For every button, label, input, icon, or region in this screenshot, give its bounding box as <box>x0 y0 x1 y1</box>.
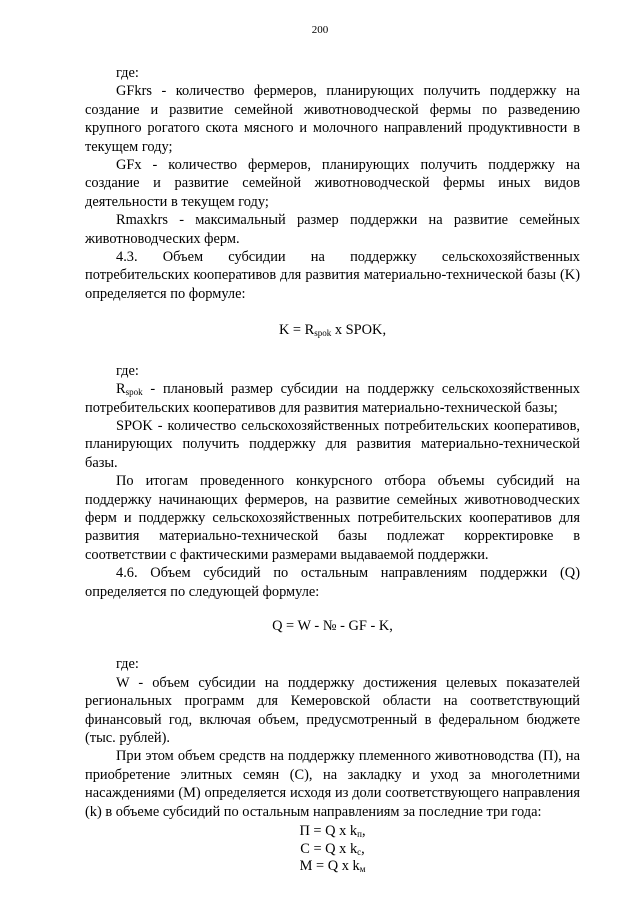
formula-p-prefix: П = Q x k <box>299 823 358 840</box>
formula-p-suffix: , <box>361 823 366 840</box>
paragraph: где: <box>116 65 139 81</box>
formula-s-prefix: С = Q x k <box>300 840 358 857</box>
paragraph: По итогам проведенного конкурсного отбора объемы субсидий на поддержку начинающих фермеров, на развитие семейных животноводческих ферм и поддержку сельскохозяйственных потребительских кооперативов для развития материально-технической базы подлежат корректировке в соответствии с фактическими размерами выдаваемой поддержки. <box>85 473 580 563</box>
formula-s-subscript: с <box>357 846 362 857</box>
paragraph: 4.3. Объем субсидии на поддержку сельскохозяйственных потребительских кооперативов для развития материально-технической базы (K) определяется по формуле: <box>85 249 580 302</box>
paragraph: Rmaxkrs - максимальный размер поддержки на развитие семейных животноводческих ферм. <box>85 212 580 247</box>
formula-p <box>85 823 580 841</box>
formula-k <box>85 321 580 339</box>
formula-p-subscript: п <box>357 829 362 840</box>
paragraph-rspok <box>85 380 580 417</box>
rspok-symbol: R <box>116 381 126 398</box>
rspok-subscript: spok <box>125 387 143 398</box>
paragraph: где: <box>116 656 139 673</box>
paragraph: W - объем субсидии на поддержку достижения целевых показателей региональных программ для Кемеровской области на соответствующий финансовый год, включая объем, предусмотренный в федеральном бюджете (тыс. рублей). <box>85 674 580 746</box>
formula-m-prefix: М = Q x k <box>299 858 360 875</box>
paragraph: GFkrs - количество фермеров, планирующих получить поддержку на создание и развитие семейной животноводческой фермы по разведению крупного рогатого скота мясного и молочного направлений продуктивности в текущем году; <box>85 83 580 155</box>
rspok-text: - плановый размер субсидии на поддержку сельскохозяйственных потребительских кооперативов для развития материально-технической базы; <box>85 381 580 416</box>
formula-block-final <box>85 823 580 876</box>
formula-s-suffix: , <box>361 840 365 857</box>
formula-k-suffix: x SPOK, <box>331 322 387 339</box>
formula-q: Q = W - № - GF - K, <box>272 617 393 634</box>
paragraph: 4.6. Объем субсидий по остальным направлениям поддержки (Q) определяется по следующей формуле: <box>85 565 580 600</box>
formula-m-subscript: м <box>359 864 366 875</box>
formula-m <box>85 858 580 876</box>
paragraph: где: <box>116 362 139 379</box>
page-number: 200 <box>311 24 329 36</box>
document-body <box>85 64 580 876</box>
formula-s <box>85 841 580 859</box>
paragraph: SPOK - количество сельскохозяйственных потребительских кооперативов, планирующих получить поддержку для развития материально-технической базы. <box>85 417 580 471</box>
paragraph: При этом объем средств на поддержку племенного животноводства (П), на приобретение элитных семян (С), на закладку и уход за многолетними насаждениями (М) определяется исходя из доли соответствующего направления (k) в объеме субсидий по остальным направлениям за последние три года: <box>85 748 580 820</box>
formula-k-subscript: spok <box>314 328 332 339</box>
paragraph: GFx - количество фермеров, планирующих получить поддержку на создание и развитие семейной животноводческой фермы иных видов деятельности в текущем году; <box>85 157 580 210</box>
formula-k-prefix: K = R <box>278 322 315 339</box>
